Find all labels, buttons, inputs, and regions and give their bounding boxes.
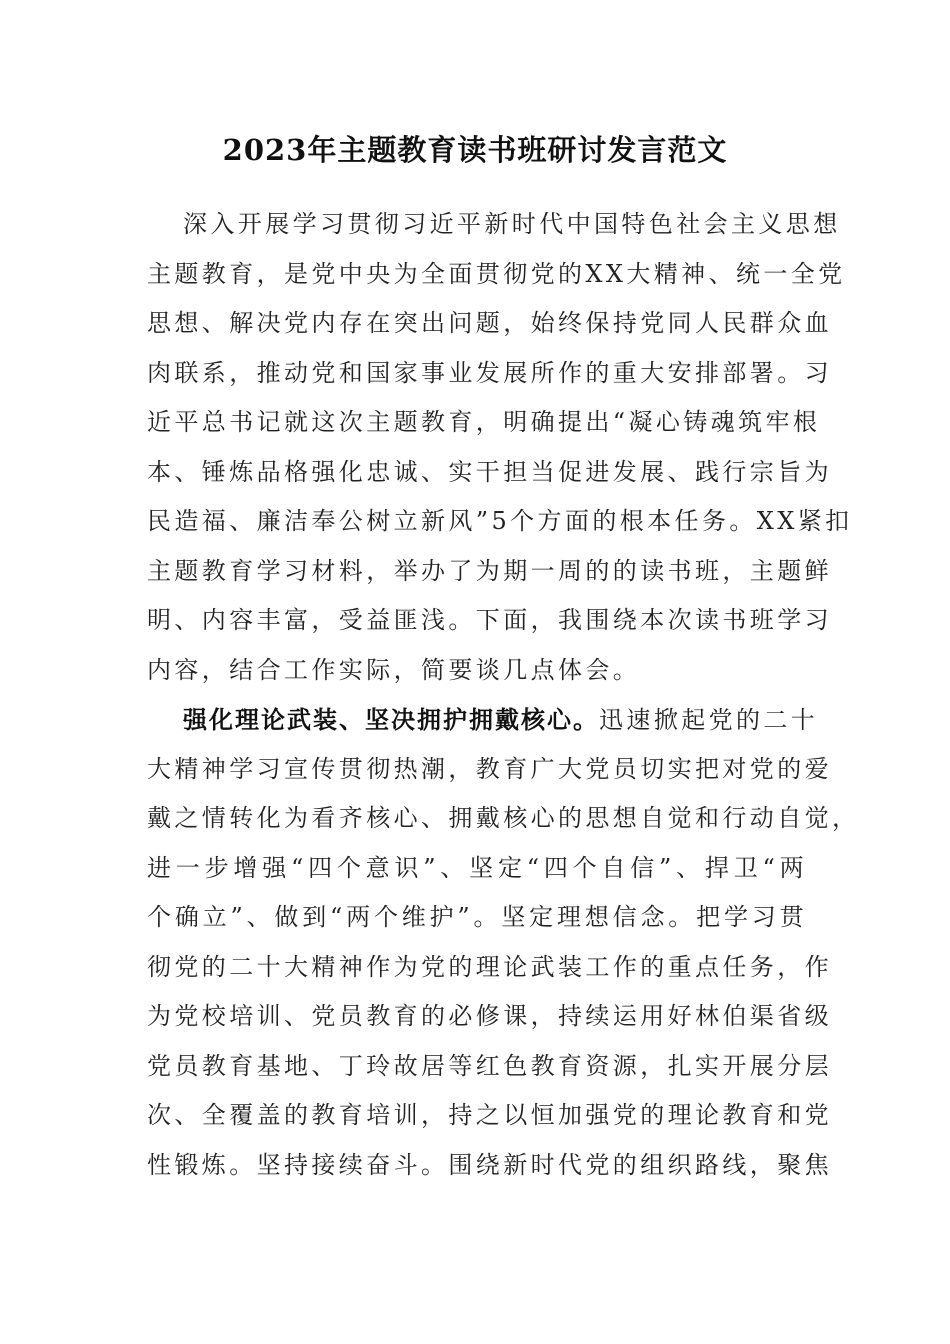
text-line: 进一步增强“四个意识”、坚定“四个自信”、捍卫“两 bbox=[147, 853, 807, 882]
text-line: 彻党的二十大精神作为党的理论武装工作的重点任务，作 bbox=[147, 952, 832, 981]
document-body bbox=[147, 200, 860, 1190]
text-line: 性锻炼。坚持接续奋斗。围绕新时代党的组织路线，聚焦 bbox=[147, 1150, 832, 1179]
text-line: 党员教育基地、丁玲故居等红色教育资源，扎实开展分层 bbox=[147, 1051, 832, 1080]
text-line: 深入开展学习贯彻习近平新时代中国特色社会主义思想 bbox=[183, 210, 841, 238]
text-line: 明、内容丰富，受益匪浅。下面，我围绕本次读书班学习 bbox=[147, 606, 832, 634]
text-line: 思想、解决党内存在突出问题，始终保持党同人民群众血 bbox=[147, 309, 832, 337]
text-line-with-heading bbox=[147, 695, 819, 745]
paragraph-theory bbox=[147, 695, 860, 1190]
text-line: 主题教育，是党中央为全面贯彻党的XX大精神、统一全党 bbox=[147, 259, 846, 288]
text-line: 本、锤炼品格强化忠诚、实干担当促进发展、践行宗旨为 bbox=[147, 457, 832, 486]
text-line: 内容，结合工作实际，简要谈几点体会。 bbox=[147, 655, 641, 684]
paragraph-intro bbox=[147, 200, 853, 695]
text-line: 戴之情转化为看齐核心、拥戴核心的思想自觉和行动自觉， bbox=[147, 804, 860, 832]
text-line: 民造福、廉洁奉公树立新风”5个方面的根本任务。XX紧扣 bbox=[147, 507, 853, 535]
text-line: 为党校培训、党员教育的必修课，持续运用好林伯渠省级 bbox=[147, 1002, 832, 1030]
text-line: 次、全覆盖的教育培训，持之以恒加强党的理论教育和党 bbox=[147, 1101, 832, 1129]
heading-continuation: 迅速掀起党的二十 bbox=[599, 706, 819, 734]
document-title: 2023年主题教育读书班研讨发言范文 bbox=[222, 133, 728, 167]
text-line: 个确立”、做到“两个维护”。坚定理想信念。把学习贯 bbox=[147, 903, 807, 931]
section-heading: 强化理论武装、坚决拥护拥戴核心。 bbox=[183, 705, 599, 734]
text-line: 肉联系，推动党和国家事业发展所作的重大安排部署。习 bbox=[147, 358, 832, 387]
text-line: 近平总书记就这次主题教育，明确提出“凝心铸魂筑牢根 bbox=[147, 408, 821, 436]
text-line: 大精神学习宣传贯彻热潮，教育广大党员切实把对党的爱 bbox=[147, 754, 832, 783]
text-line: 主题教育学习材料，举办了为期一周的的读书班，主题鲜 bbox=[147, 556, 832, 585]
